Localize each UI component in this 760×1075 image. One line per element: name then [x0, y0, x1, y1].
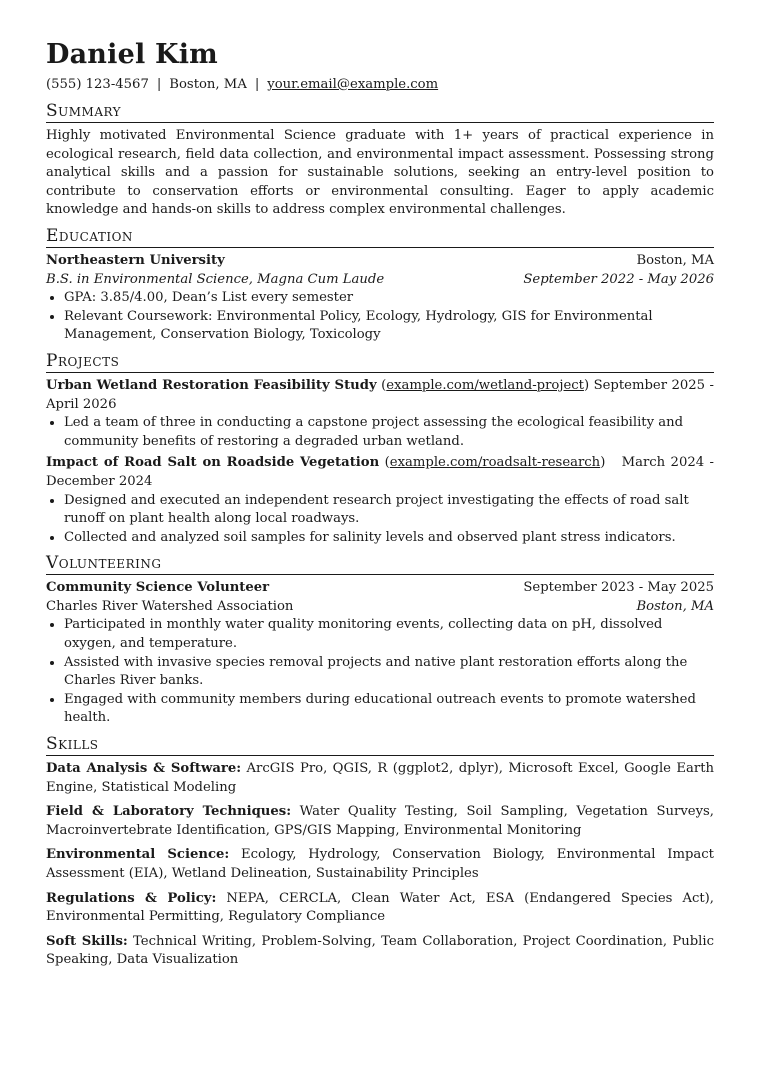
degree: B.S. in Environmental Science, Magna Cum Laude: [46, 271, 385, 287]
skill-row: [46, 803, 714, 840]
volunteer-header: [46, 579, 714, 598]
contact-location: Boston, MA: [169, 77, 247, 92]
volunteer-dates: September 2023 - May 2025: [523, 580, 714, 596]
section-title: Projects: [46, 351, 714, 373]
contact-line: [46, 76, 714, 94]
contact-separator: |: [156, 77, 162, 92]
education-dates: September 2022 - May 2026: [523, 271, 714, 287]
resume-page: [46, 38, 714, 976]
skill-row: [46, 760, 714, 797]
project-header: Impact of Road Salt on Roadside Vegetation (example.com/roadsalt-research) March 2024 - December 2024: [46, 455, 714, 489]
list-item: • Assisted with invasive species removal projects and native plant restoration efforts along the Charles River banks.: [64, 654, 714, 691]
degree-row: [46, 271, 714, 290]
skill-label: Soft Skills:: [46, 933, 128, 949]
project-link[interactable]: example.com/roadsalt-research: [389, 455, 601, 471]
section-title: Skills: [46, 734, 714, 756]
project-dates: March 2024 - December 2024: [46, 455, 714, 489]
summary-section: [46, 101, 714, 220]
list-item: • Engaged with community members during educational outreach events to promote watershed health.: [64, 691, 714, 728]
project-header: Urban Wetland Restoration Feasibility Study (example.com/wetland-project) September 2025 - April 2026: [46, 377, 714, 412]
contact-phone: (555) 123-4567: [46, 77, 149, 92]
skill-value: Water Quality Testing, Soil Sampling, Vegetation Surveys, Macroinvertebrate Identification, GPS/GIS Mapping, Environmental Monitoring: [46, 804, 714, 838]
education-bullets: [46, 289, 714, 345]
project-bullets: [46, 492, 714, 548]
volunteer-org-row: [46, 598, 714, 617]
list-item: • Collected and analyzed soil samples for salinity levels and observed plant stress indicators.: [64, 529, 714, 548]
skill-value: Ecology, Hydrology, Conservation Biology, Environmental Impact Assessment (EIA), Wetland Delineation, Sustainability Principles: [46, 847, 714, 881]
project-entry: [46, 377, 714, 451]
skill-value: Technical Writing, Problem-Solving, Team Collaboration, Project Coordination, Public Speaking, Data Visualization: [46, 933, 714, 968]
section-title: Education: [46, 226, 714, 248]
summary-text: Highly motivated Environmental Science graduate with 1+ years of practical experience in ecological research, field data collection, and environmental impact assessment. Possessing strong analytical skills and a passion for sustainable solutions, seeking an entry-level position to contribute to conservation efforts or environmental consulting. Eager to apply academic knowledge and hands-on skills to address complex environmental challenges.: [46, 128, 714, 218]
school-location: Boston, MA: [636, 252, 714, 268]
volunteer-bullets: [46, 616, 714, 728]
project-dates: September 2025 - April 2026: [46, 377, 714, 412]
section-title: Volunteering: [46, 553, 714, 575]
skill-label: Environmental Science:: [46, 847, 230, 863]
volunteer-role: Community Science Volunteer: [46, 580, 270, 596]
skill-row: [46, 933, 714, 970]
skill-label: Data Analysis & Software:: [46, 761, 242, 777]
skills-section: [46, 734, 714, 970]
skill-label: Field & Laboratory Techniques:: [46, 804, 292, 820]
list-item: • Relevant Coursework: Environmental Policy, Ecology, Hydrology, GIS for Environmental Management, Conservation Biology, Toxicology: [64, 308, 714, 345]
project-name: Impact of Road Salt on Roadside Vegetation: [46, 455, 380, 471]
project-link[interactable]: example.com/wetland-project: [386, 377, 584, 393]
list-item: • GPA: 3.85/4.00, Dean’s List every semester: [64, 289, 714, 308]
project-name: Urban Wetland Restoration Feasibility Study: [46, 377, 377, 393]
skill-row: [46, 890, 714, 927]
school-name: Northeastern University: [46, 252, 225, 268]
education-section: [46, 226, 714, 345]
list-item: • Designed and executed an independent research project investigating the effects of road salt runoff on plant health along local roadways.: [64, 492, 714, 529]
resume-name: Daniel Kim: [46, 39, 218, 70]
skill-label: Regulations & Policy:: [46, 890, 217, 906]
list-item: • Led a team of three in conducting a capstone project assessing the ecological feasibility and community benefits of restoring a degraded urban wetland.: [64, 414, 714, 451]
skill-value: NEPA, CERCLA, Clean Water Act, ESA (Endangered Species Act), Environmental Permitting, Regulatory Compliance: [46, 890, 714, 925]
skill-row: [46, 846, 714, 883]
section-title: Summary: [46, 101, 714, 123]
education-header: [46, 252, 714, 271]
volunteer-org: Charles River Watershed Association: [46, 598, 294, 614]
contact-email-link[interactable]: your.email@example.com: [267, 77, 439, 92]
volunteer-location: Boston, MA: [636, 598, 714, 614]
project-bullets: [46, 414, 714, 451]
projects-section: [46, 351, 714, 547]
list-item: • Participated in monthly water quality monitoring events, collecting data on pH, dissolved oxygen, and temperature.: [64, 616, 714, 653]
volunteering-section: [46, 553, 714, 728]
skill-value: ArcGIS Pro, QGIS, R (ggplot2, dplyr), Microsoft Excel, Google Earth Engine, Statistical Modeling: [46, 761, 714, 795]
contact-separator: |: [254, 77, 260, 92]
project-entry: [46, 454, 714, 547]
